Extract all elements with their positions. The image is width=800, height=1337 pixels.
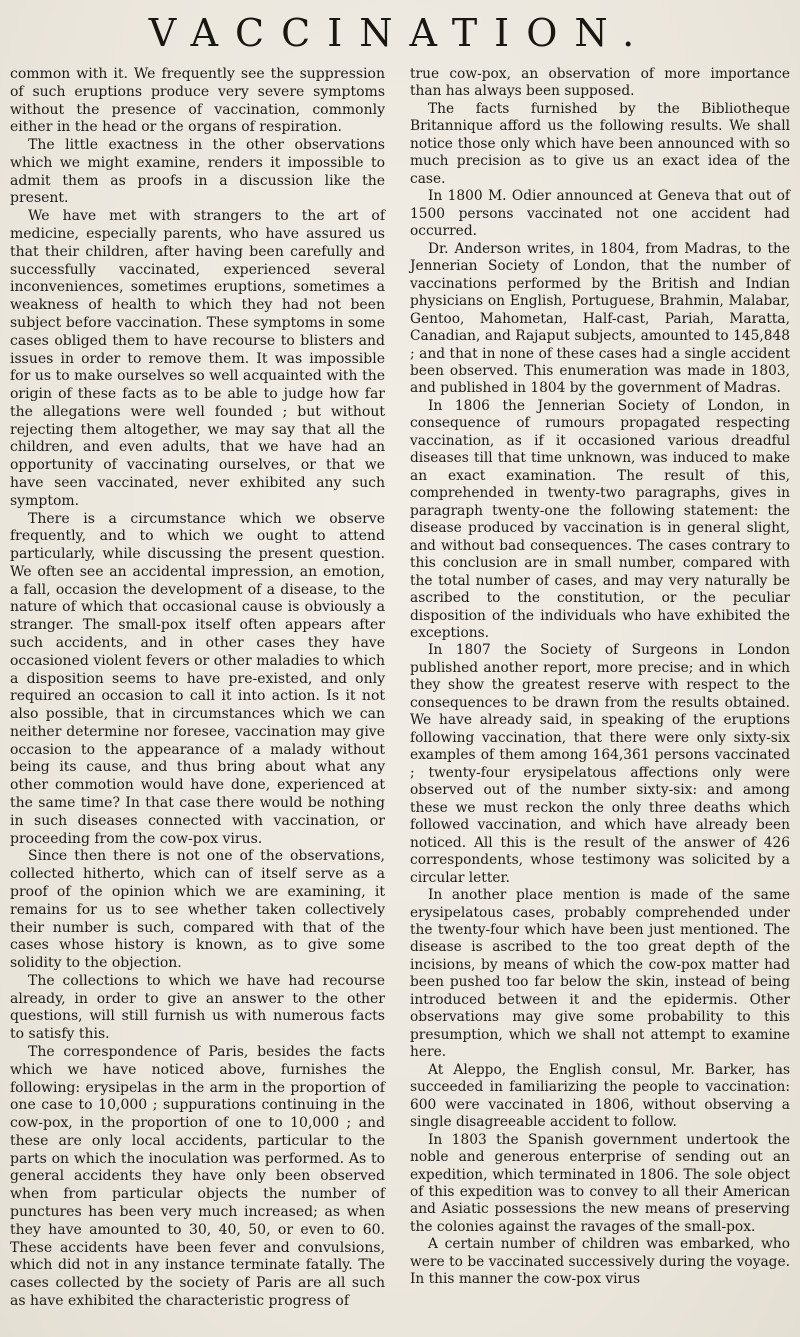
paragraph: In 1800 M. Odier announced at Geneva that out of 1500 persons vaccinated not one accident had occurred. (410, 188, 790, 240)
paragraph: We have met with strangers to the art of medicine, especially parents, who have assured us that their children, after having been carefully and successfully vaccinated, experienced several inconveniences, sometimes eruptions, sometimes a weakness of health to which they had not been subject before vaccination. These symptoms in some cases obliged them to have recourse to blisters and issues in order to remove them. It was impossible for us to make ourselves so well acquainted with the origin of these facts as to be able to judge how far the allegations were well founded ; but without rejecting them altogether, we may say that all the children, and even adults, that we have had an opportunity of vaccinating ourselves, or that we have seen vaccinated, never exhibited any such symptom. (10, 208, 385, 509)
paragraph: There is a circumstance which we observe frequently, and to which we ought to attend particularly, while discussing the present question. We often see an accidental impression, an emotion, a fall, occasion the development of a disease, to the nature of which that occasional cause is obviously a stranger. The small-pox itself often appears after such accidents, and in other cases they have occasioned violent fevers or other maladies to which a disposition seems to have pre-existed, and only required an occasion to call it into action. Is it not also possible, that in circumstances which we can neither determine nor foresee, vaccination may give occasion to the appearance of a malady without being its cause, and thus bring about what any other commotion would have done, experienced at the same time? In that case there would be nothing in such diseases connected with vaccination, or proceeding from the cow-pox virus. (10, 510, 385, 847)
paragraph: A certain number of children was embarked, who were to be vaccinated successively during the voyage. In this manner the cow-pox virus (410, 1236, 790, 1288)
left-column (10, 66, 385, 1311)
paragraph: The facts furnished by the Bibliotheque Britannique afford us the following results. We shall notice those only which have been announced with so much precision as to give us an exact idea of the case. (410, 100, 790, 187)
paragraph: At Aleppo, the English consul, Mr. Barker, has succeeded in familiarizing the people to vaccination: 600 were vaccinated in 1806, without observing a single disagreeable accident to follow. (410, 1061, 790, 1131)
paragraph: The correspondence of Paris, besides the facts which we have noticed above, furnishes the following: erysipelas in the arm in the proportion of one case to 10,000 ; suppurations continuing in the cow-pox, in the proportion of one to 10,000 ; and these are only local accidents, particular to the parts on which the inoculation was performed. As to general accidents they have only been observed when from particular objects the number of punctures has been very much increased; as when they have amounted to 30, 40, 50, or even to 60. These accidents have been fever and convulsions, which did not in any instance terminate fatally. The cases collected by the society of Paris are all such as have exhibited the characteristic progress of (10, 1043, 385, 1309)
paragraph: Since then there is not one of the observations, collected hitherto, which can of itself serve as a proof of the opinion which we are examining, it remains for us to see whether taken collectively their number is such, compared with that of the cases whose history is known, as to give some solidity to the objection. (10, 848, 385, 972)
paragraph: The collections to which we have had recourse already, in order to give an answer to the other questions, will still furnish us with numerous facts to satisfy this. (10, 972, 385, 1043)
right-column (410, 66, 790, 1289)
paragraph: In 1803 the Spanish government undertook the noble and generous enterprise of sending out an expedition, which terminated in 1806. The sole object of this expedition was to convey to all their American and Asiatic possessions the new means of preserving the colonies against the ravages of the small-pox. (410, 1131, 790, 1235)
paragraph: The little exactness in the other observations which we might examine, renders it impossible to admit them as proofs in a discussion like the present. (10, 137, 385, 207)
paragraph: In 1806 the Jennerian Society of London, in consequence of rumours propagated respecting vaccination, as if it occasioned various dreadful diseases till that time unknown, was induced to make an exact examination. The result of this, comprehended in twenty-two paragraphs, gives in paragraph twenty-one the following statement: the disease produced by vaccination is in general slight, and without bad consequences. The cases contrary to this conclusion are in small number, compared with the total number of cases, and may very naturally be ascribed to the constitution, or the peculiar disposition of the individuals who have exhibited the exceptions. (410, 397, 790, 641)
paragraph: common with it. We frequently see the suppression of such eruptions produce very severe symptoms without the presence of vaccination, commonly either in the head or the organs of respiration. (10, 66, 385, 136)
paragraph: In another place mention is made of the same erysipelatous cases, probably comprehended under the twenty-four which have been just mentioned. The disease is ascribed to the too great depth of the incisions, by means of which the cow-pox matter had been pushed too far below the skin, instead of being introduced between it and the epidermis. Other observations may give some probability to this presumption, which we shall not attempt to examine here. (410, 887, 790, 1061)
paragraph: Dr. Anderson writes, in 1804, from Madras, to the Jennerian Society of London, that the number of vaccinations performed by the British and Indian physicians on English, Portuguese, Brahmin, Malabar, Gentoo, Mahometan, Half-cast, Pariah, Maratta, Canadian, and Rajaput subjects, amounted to 145,848 ; and that in none of these cases had a single accident been observed. This enumeration was made in 1803, and published in 1804 by the government of Madras. (410, 240, 790, 397)
paragraph: In 1807 the Society of Surgeons in London published another report, more precise; and in which they show the greatest reserve with respect to the consequences to be drawn from the results obtained. We have already said, in speaking of the eruptions following vaccination, that there were only sixty-six examples of them among 164,361 persons vaccinated ; twenty-four erysipelatous affections only were observed out of the number sixty-six: and among these we must reckon the only three deaths which followed vaccination, and which have already been noticed. All this is the result of the answer of 426 correspondents, whose testimony was solicited by a circular letter. (410, 642, 790, 886)
running-head: VACCINATION. (148, 11, 652, 55)
paragraph: true cow-pox, an observation of more importance than has always been supposed. (410, 66, 790, 100)
